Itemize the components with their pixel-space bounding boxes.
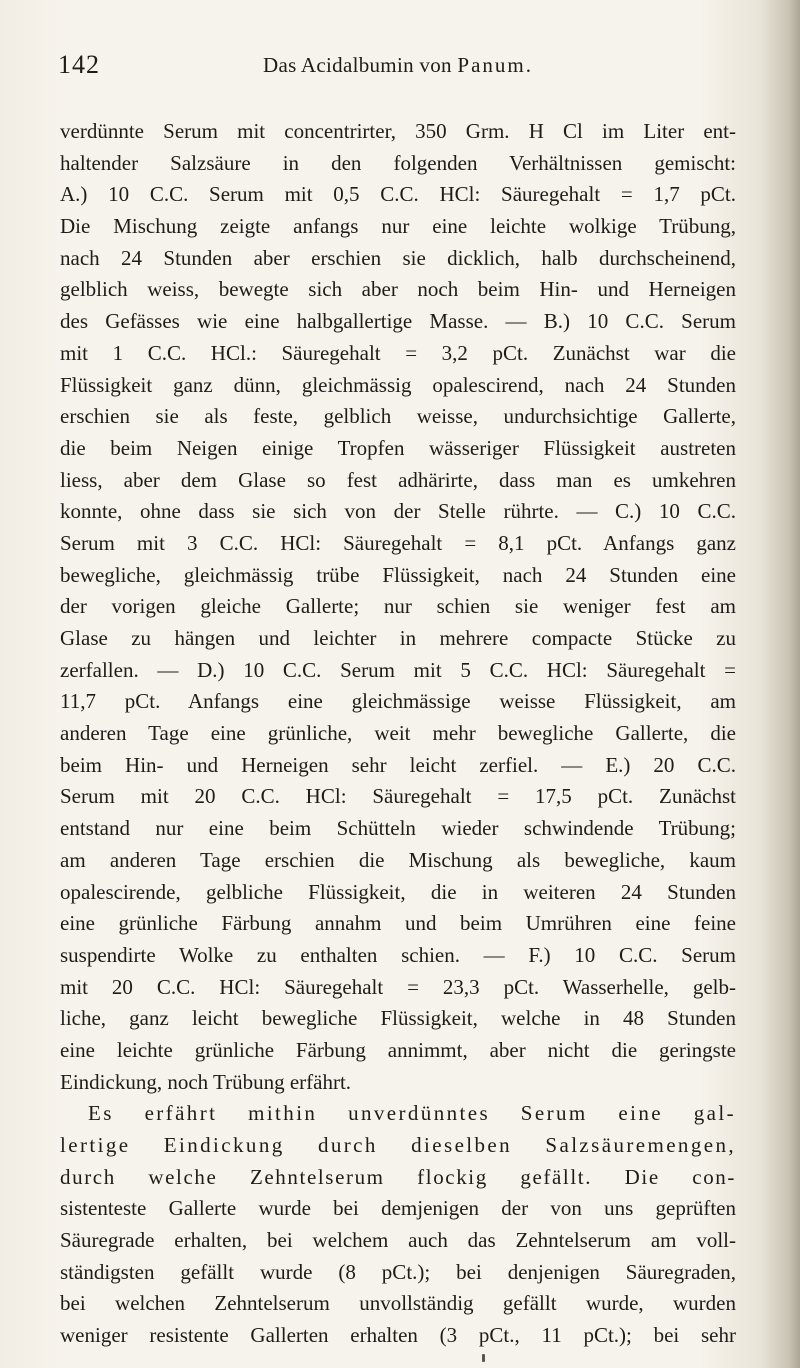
text-line: ständigsten gefällt wurde (8 pCt.); bei denjenigen Säuregraden, xyxy=(60,1259,736,1284)
text-line: bewegliche, gleichmässig trübe Flüssigkeit, nach 24 Stunden eine xyxy=(60,562,736,587)
running-title-prefix: Das Acidalbumin von xyxy=(262,53,452,77)
text-line: liche, ganz leicht bewegliche Flüssigkeit, welche in 48 Stunden xyxy=(60,1006,736,1031)
text-line-emphasis: Es erfährt mithin unverdünntes Serum eine gal- xyxy=(88,1101,736,1126)
text-line: erschien sie als feste, gelblich weisse, undurchsichtige Gallerte, xyxy=(60,404,736,429)
text-line: sistenteste Gallerte wurde bei demjenigen der von uns geprüften xyxy=(60,1196,736,1221)
text-line: anderen Tage eine grünliche, weit mehr bewegliche Gallerte, die xyxy=(60,721,736,746)
text-line: der vorigen gleiche Gallerte; nur schien sie weniger fest am xyxy=(60,594,736,619)
text-line: gelblich weiss, bewegte sich aber noch beim Hin- und Herneigen xyxy=(60,277,736,302)
text-line: Serum mit 20 C.C. HCl: Säuregehalt = 17,5 pCt. Zunächst xyxy=(60,784,736,809)
text-line: Die Mischung zeigte anfangs nur eine leichte wolkige Trübung, xyxy=(60,214,736,239)
text-line: liess, aber dem Glase so fest adhärirte, dass man es umkehren xyxy=(60,467,736,492)
text-line: mit 20 C.C. HCl: Säuregehalt = 23,3 pCt. Wasserhelle, gelb- xyxy=(60,974,736,999)
text-line: verdünnte Serum mit concentrirter, 350 Grm. H Cl im Liter ent- xyxy=(60,119,736,143)
text-line: Serum mit 3 C.C. HCl: Säuregehalt = 8,1 pCt. Anfangs ganz xyxy=(60,530,736,555)
text-line: mit 1 C.C. HCl.: Säuregehalt = 3,2 pCt. Zunächst war die xyxy=(60,340,736,365)
page-number: 142 xyxy=(58,50,100,79)
print-mark xyxy=(482,1354,485,1362)
text-line: eine leichte grünliche Färbung annimmt, aber nicht die geringste xyxy=(60,1037,736,1062)
text-line: konnte, ohne dass sie sich von der Stelle rührte. — C.) 10 C.C. xyxy=(60,499,736,524)
text-line: beim Hin- und Herneigen sehr leicht zerfiel. — E.) 20 C.C. xyxy=(60,752,736,777)
text-line: eine grünliche Färbung annahm und beim Umrühren eine feine xyxy=(60,911,736,936)
running-title xyxy=(58,53,738,78)
page-edge-shadow xyxy=(760,0,800,1368)
running-header xyxy=(58,50,738,90)
text-line: am anderen Tage erschien die Mischung als bewegliche, kaum xyxy=(60,847,736,872)
text-line: haltender Salzsäure in den folgenden Verhältnissen gemischt: xyxy=(60,150,736,175)
text-line: nach 24 Stunden aber erschien sie dicklich, halb durchscheinend, xyxy=(60,245,736,270)
text-line: zerfallen. — D.) 10 C.C. Serum mit 5 C.C. HCl: Säuregehalt = xyxy=(60,657,736,682)
text-line: A.) 10 C.C. Serum mit 0,5 C.C. HCl: Säuregehalt = 1,7 pCt. xyxy=(60,182,736,207)
text-line: Flüssigkeit ganz dünn, gleichmässig opalescirend, nach 24 Stunden xyxy=(60,372,736,397)
text-line: weniger resistente Gallerten erhalten (3 pCt., 11 pCt.); bei sehr xyxy=(60,1323,736,1348)
text-line: entstand nur eine beim Schütteln wieder schwindende Trübung; xyxy=(60,816,736,841)
text-line: Säuregrade erhalten, bei welchem auch das Zehntelserum am voll- xyxy=(60,1228,736,1253)
text-line: opalescirende, gelbliche Flüssigkeit, die in weiteren 24 Stunden xyxy=(60,879,736,904)
text-line: bei welchen Zehntelserum unvollständig gefällt wurde, wurden xyxy=(60,1291,736,1316)
running-title-author: Panum. xyxy=(457,53,533,77)
text-line-emphasis: lertige Eindickung durch dieselben Salzsäuremengen, xyxy=(60,1133,736,1157)
text-line-paragraph-end: Eindickung, noch Trübung erfährt. xyxy=(60,1069,352,1094)
text-line: suspendirte Wolke zu enthalten schien. — F.) 10 C.C. Serum xyxy=(60,942,736,967)
text-line-emphasis: durch welche Zehntelserum flockig gefällt. Die con- xyxy=(60,1164,736,1189)
body-text xyxy=(60,116,736,1352)
text-line: 11,7 pCt. Anfangs eine gleichmässige weisse Flüssigkeit, am xyxy=(60,689,736,714)
text-line: die beim Neigen einige Tropfen wässeriger Flüssigkeit austreten xyxy=(60,435,736,460)
text-line: Glase zu hängen und leichter in mehrere compacte Stücke zu xyxy=(60,626,736,650)
text-line: des Gefässes wie eine halbgallertige Masse. — B.) 10 C.C. Serum xyxy=(60,309,736,334)
